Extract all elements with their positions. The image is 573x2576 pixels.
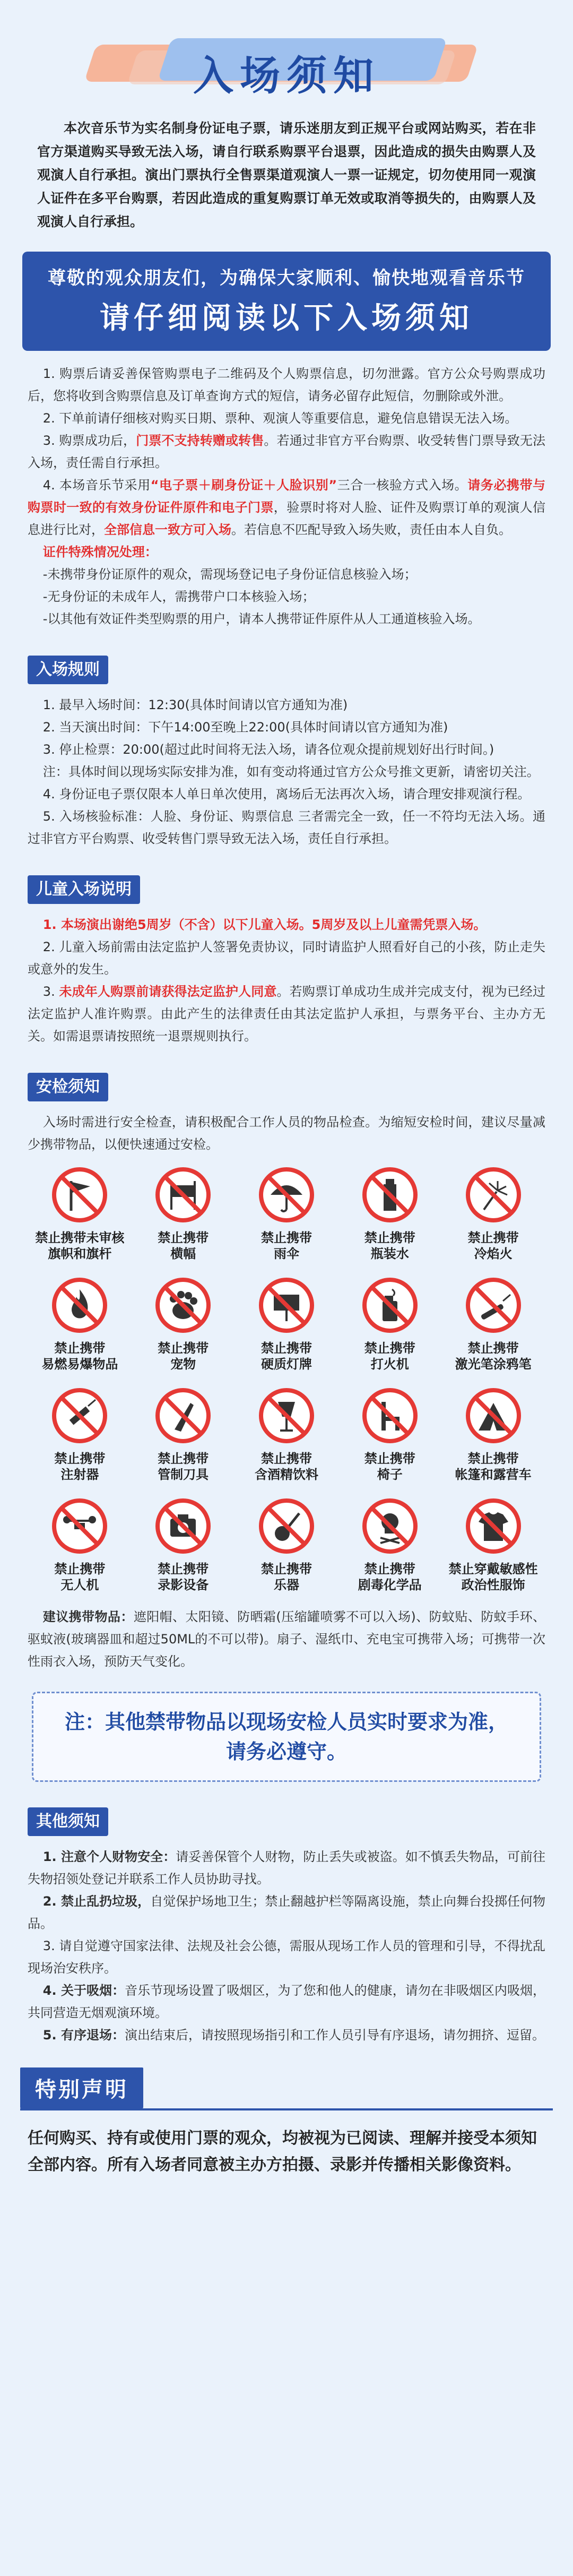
child-entry-section	[0, 875, 573, 1047]
prohibited-item-label: 禁止携带 录影设备	[158, 1562, 209, 1592]
drone-icon	[50, 1496, 109, 1556]
laser-pen-icon	[464, 1276, 523, 1335]
other-notes-section	[0, 1807, 573, 2046]
umbrella-icon	[257, 1165, 316, 1225]
child-rule-3-highlight: 未成年人购票前请获得法定监护人同意	[59, 984, 277, 999]
prohibited-item	[239, 1165, 335, 1262]
rule-3-highlight: 门票不支持转赠或转售	[136, 433, 264, 448]
prohibited-item	[135, 1276, 231, 1372]
security-note-line-1: 注：其他禁带物品以现场安检人员实时要求为准，	[64, 1710, 508, 1734]
other-note-5	[28, 2024, 545, 2046]
entry-rule-5	[28, 805, 545, 850]
rule-1: 1. 购票后请妥善保管购票电子二维码及个人购票信息，切勿泄露。官方公众号购票成功后，您将收到含购票信息及订单查询方式的短信，请务必留存此短信，勿删除或外泄。	[28, 366, 545, 403]
rule-4-text-b: 三合一核验方式入场。	[337, 478, 468, 493]
prohibited-item-label: 禁止携带 剧毒化学品	[358, 1562, 422, 1592]
syringe-icon	[50, 1386, 109, 1445]
security-intro: 入场时需进行安全检查，请积极配合工作人员的物品检查。为缩短安检时间，建议尽量减少携带物品，以便快速通过安检。	[28, 1115, 545, 1152]
other-notes-title: 其他须知	[28, 1807, 108, 1836]
rule-4	[28, 474, 545, 541]
security-title: 安检须知	[28, 1073, 108, 1101]
prohibited-item-label: 禁止携带 冷焰火	[467, 1230, 519, 1261]
prohibited-item-label: 禁止携带 宠物	[158, 1341, 209, 1372]
notice-line-2: 请仔细阅读以下入场须知	[100, 301, 473, 335]
other-note-4	[28, 1979, 545, 2024]
recommended-items	[28, 1606, 545, 1673]
rule-4-highlight-2: 请务必携带与购票时一致的有效身份证件原件和电子门票	[28, 478, 546, 515]
other-note-1	[28, 1846, 545, 1890]
other-note-2-text: 自觉保护场地卫生；禁止翻越护栏等隔离设施，禁止向舞台投掷任何物品。	[28, 1894, 545, 1931]
lighter-icon	[360, 1276, 420, 1335]
prohibited-item-label: 禁止携带 注射器	[54, 1451, 106, 1482]
shirt-icon	[464, 1496, 523, 1556]
rule-4-highlight-1: “电子票＋刷身份证＋人脸识别”	[150, 478, 337, 493]
prohibited-item-label: 禁止携带未审核 旗帜和旗杆	[35, 1230, 125, 1261]
prohibited-item	[135, 1496, 231, 1593]
prohibited-item	[135, 1386, 231, 1483]
other-note-3: 3. 请自觉遵守国家法律、法规及社会公德，需服从现场工作人员的管理和引导，不得扰乱现场治安秩序。	[28, 1939, 545, 1976]
other-note-4-label: 4. 关于吸烟：	[42, 1983, 125, 1998]
entry-rule-5-text: 人脸、身份证、购票信息 三者需完全一致，任一不符均无法入场。通过非官方平台购票、收受转售门票导致无法入场，责任自行承担。	[28, 809, 545, 846]
rule-4-highlight-3: 全部信息一致方可入场	[104, 522, 231, 537]
special-case-3: -以其他有效证件类型购票的用户，请本人携带证件原件从人工通道核验入场。	[42, 611, 481, 626]
banner-icon	[153, 1165, 213, 1225]
child-rule-3-text: 。若购票订单成功生成并完成支付，视为已经过法定监护人准许购票。由此产生的法律责任由其法定监护人承担，与票务平台、主办方无关。如需退票请按照统一退票规则执行。	[28, 984, 546, 1044]
security-note-box	[32, 1692, 541, 1782]
guitar-icon	[257, 1496, 316, 1556]
prohibited-item-label: 禁止携带 激光笔涂鸦笔	[455, 1341, 532, 1372]
chair-icon	[360, 1386, 420, 1445]
rule-3-text-a: 3. 购票成功后，	[42, 433, 136, 448]
prohibited-item	[445, 1276, 541, 1372]
other-note-5-text: 演出结束后，请按照现场指引和工作人员引导有序退场，请勿拥挤、逗留。	[124, 2028, 545, 2043]
toxic-icon	[360, 1496, 420, 1556]
recommended-items-text: 遮阳帽、太阳镜、防晒霜(压缩罐喷雾不可以入场)、防蚊贴、防蚊手环、驱蚊液(玻璃器皿和超过50ML的不可以带)。扇子、湿纸巾、充电宝可携带入场；可携带一次性雨衣入场，预防天气变化。	[28, 1609, 546, 1669]
prohibited-item-label: 禁止携带 无人机	[54, 1562, 106, 1592]
special-statement	[0, 2067, 573, 2193]
page-title: 入场须知	[193, 52, 380, 99]
prohibited-item-label: 禁止携带 硬质灯牌	[261, 1341, 312, 1372]
other-note-4-text: 音乐节现场设置了吸烟区，为了您和他人的健康，请勿在非吸烟区内吸烟，共同营造无烟观演环境。	[28, 1983, 546, 2020]
entry-rules-title: 入场规则	[28, 656, 108, 684]
prohibited-item-label: 禁止携带 瓶装水	[364, 1230, 415, 1261]
prohibited-item-label: 禁止携带 管制刀具	[158, 1451, 209, 1482]
prohibited-items-grid	[0, 1156, 573, 1593]
entry-note: 注：具体时间以现场实际安排为准，如有变动将通过官方公众号推文更新，请密切关注。	[42, 764, 540, 779]
entry-rules-section	[0, 656, 573, 850]
prohibited-item	[32, 1386, 128, 1483]
child-entry-title: 儿童入场说明	[28, 875, 140, 904]
rule-3-text-b: 。若通过非官方平台购票、收受转售门票导致无法入场，责任需自行承担。	[28, 433, 546, 470]
other-note-2-label: 2. 禁止乱扔垃圾，	[42, 1894, 151, 1909]
prohibited-item-label: 禁止携带 含酒精饮料	[254, 1451, 318, 1482]
prohibited-item-label: 禁止携带 椅子	[364, 1451, 415, 1482]
rule-4-text-c: ，验票时将对人脸、证件及购票订单的观演人信息进行比对，	[28, 500, 546, 537]
prohibited-item	[239, 1496, 335, 1593]
rule-4-text-d: 。若信息不匹配导致入场失败，责任由本人自负。	[231, 522, 511, 537]
notice-banner	[22, 252, 551, 351]
prohibited-item-label: 禁止携带 打火机	[364, 1341, 415, 1372]
prohibited-item-label: 禁止携带 乐器	[261, 1562, 312, 1592]
pet-icon	[153, 1276, 213, 1335]
rule-2: 2. 下单前请仔细核对购买日期、票种、观演人等重要信息，避免信息错误无法入场。	[42, 411, 518, 426]
fire-icon	[50, 1276, 109, 1335]
knife-icon	[153, 1386, 213, 1445]
prohibited-item	[32, 1165, 128, 1262]
ticket-rules	[0, 363, 573, 630]
light-board-icon	[257, 1276, 316, 1335]
other-note-1-text: 请妥善保管个人财物，防止丢失或被盗。如不慎丢失物品，可前往失物招领处登记并联系工作人员协助寻找。	[28, 1849, 546, 1886]
prohibited-item	[445, 1386, 541, 1483]
prohibited-item-label: 禁止穿戴敏感性 政治性服饰	[448, 1562, 538, 1592]
prohibited-item-label: 禁止携带 易燃易爆物品	[41, 1341, 118, 1372]
prohibited-item	[239, 1386, 335, 1483]
prohibited-item	[32, 1496, 128, 1593]
entry-rule-1: 1. 最早入场时间：12:30(具体时间请以官方通知为准)	[42, 697, 348, 712]
special-statement-text: 任何购买、持有或使用门票的观众，均被视为已阅读、理解并接受本须知全部内容。所有入场者同意被主办方拍摄、录影并传播相关影像资料。	[28, 2129, 537, 2174]
entry-rule-5-label: 5. 入场核验标准：	[42, 809, 151, 824]
recommended-items-label: 建议携带物品：	[42, 1609, 134, 1624]
header-banner	[0, 0, 573, 122]
prohibited-item	[135, 1165, 231, 1262]
special-cases-title: 证件特殊情况处理：	[42, 545, 158, 559]
intro-paragraph: 本次音乐节为实名制身份证电子票，请乐迷朋友到正规平台或网站购买，若在非官方渠道购买导致无法入场，请自行联系购票平台退票，因此造成的损失由购票人及观演人自行承担。演出门票执行全售票渠道观演人一票一证规定，切勿使用同一观演人证件在多平台购票，若因此造成的重复购票订单无效或取消等损失的，由购票人及观演人自行承担。	[37, 120, 536, 229]
security-section	[0, 1073, 573, 1156]
entry-rule-4: 4. 身份证电子票仅限本人单日单次使用，离场后无法再次入场，请合理安排观演行程。	[42, 787, 531, 802]
prohibited-item	[342, 1276, 438, 1372]
child-rule-1: 1. 本场演出谢绝5周岁（不含）以下儿童入场。5周岁及以上儿童需凭票入场。	[42, 917, 487, 932]
camera-icon	[153, 1496, 213, 1556]
rule-3	[28, 429, 545, 474]
other-note-5-label: 5. 有序退场：	[42, 2028, 125, 2043]
prohibited-item	[445, 1165, 541, 1262]
special-case-2: -无身份证的未成年人，需携带户口本核验入场；	[42, 589, 315, 604]
security-note-line-2: 请务必遵守。	[225, 1740, 347, 1763]
special-case-1: -未携带身份证原件的观众，需现场登记电子身份证信息核验入场；	[42, 567, 417, 582]
prohibited-item	[239, 1276, 335, 1372]
other-note-2	[28, 1890, 545, 1935]
prohibited-item-label: 禁止携带 横幅	[158, 1230, 209, 1261]
other-note-1-label: 1. 注意个人财物安全：	[42, 1849, 176, 1864]
child-rule-3	[28, 980, 545, 1047]
security-tips	[0, 1606, 573, 1673]
rule-4-text-a: 4. 本场音乐节采用	[42, 478, 151, 493]
prohibited-item	[342, 1386, 438, 1483]
sparkler-icon	[464, 1165, 523, 1225]
entry-rule-3: 3. 停止检票：20:00(超过此时间将无法入场，请各位观众提前规划好出行时间。)	[42, 742, 494, 757]
child-rule-3-num: 3.	[42, 984, 59, 999]
flag-pole-icon	[50, 1165, 109, 1225]
prohibited-item-label: 禁止携带 帐篷和露营车	[455, 1451, 532, 1482]
prohibited-item	[32, 1276, 128, 1372]
entry-rule-2: 2. 当天演出时间：下午14:00至晚上22:00(具体时间请以官方通知为准)	[42, 720, 448, 735]
prohibited-item	[445, 1496, 541, 1593]
prohibited-item-label: 禁止携带 雨伞	[261, 1230, 312, 1261]
special-statement-title: 特别声明	[20, 2067, 143, 2108]
child-rule-2: 2. 儿童入场前需由法定监护人签署免责协议，同时请监护人照看好自己的小孩，防止走失或意外的发生。	[28, 940, 545, 977]
prohibited-item	[342, 1496, 438, 1593]
bottle-icon	[360, 1165, 420, 1225]
prohibited-item	[342, 1165, 438, 1262]
alcohol-icon	[257, 1386, 316, 1445]
notice-line-1: 尊敬的观众朋友们，为确保大家顺利、愉快地观看音乐节	[48, 268, 525, 289]
tent-icon	[464, 1386, 523, 1445]
